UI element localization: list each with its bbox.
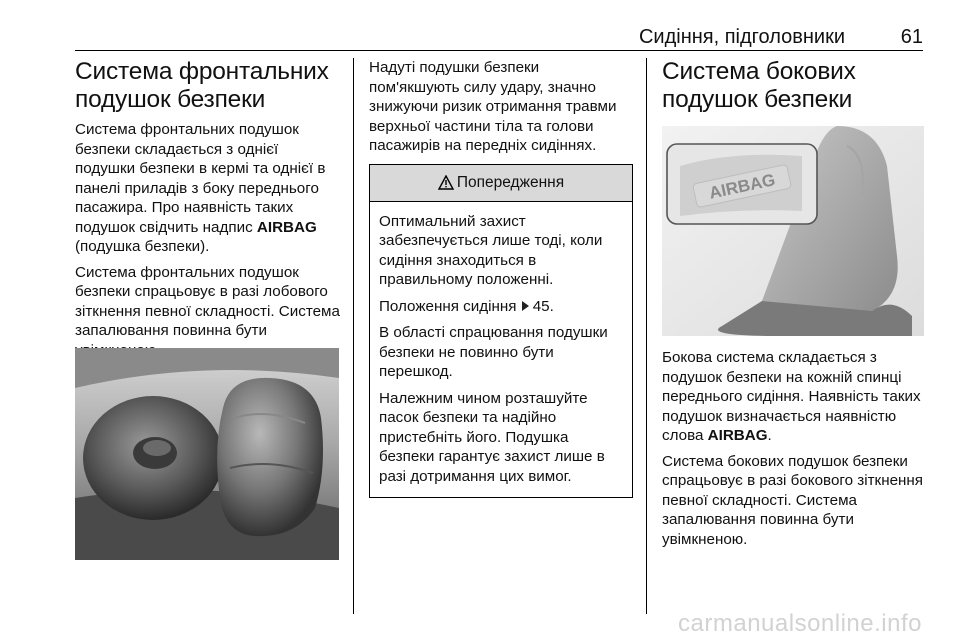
- warning-paragraph: В області спрацювання подушки безпеки не повинно бути перешкод.: [379, 324, 608, 380]
- side-airbag-section: [662, 58, 924, 120]
- airbag-keyword: AIRBAG: [256, 218, 317, 236]
- text-run: Система фронтальних подушок безпеки складається з однієї подушки безпеки в кермі та однієї в панелі приладів з боку переднього пасажира. Про наявність таких подушок свідчить надпис: [75, 121, 326, 236]
- watermark: carmanualsonline.info: [678, 610, 922, 637]
- warning-triangle-icon: [438, 175, 454, 190]
- section-title: Сидіння, підголовники: [638, 26, 845, 48]
- side-airbag-paragraph: [662, 348, 924, 446]
- front-airbags-photo: [75, 348, 339, 560]
- text-run: Бокова система складається з подушок безпеки на кожній спинці переднього сидіння. Наявність таких подушок визначається наявністю слова: [662, 349, 921, 444]
- seat-airbag-label-photo: [662, 126, 924, 336]
- warning-body: [370, 202, 632, 498]
- front-airbag-section: [75, 58, 340, 366]
- seat-airbag-label: AIRBAG: [707, 170, 777, 203]
- page-header: [75, 0, 923, 51]
- airbag-keyword: AIRBAG: [707, 427, 768, 444]
- side-airbag-heading: Система бокових подушок безпеки: [662, 58, 856, 113]
- text-run: (подушка безпеки).: [75, 238, 210, 255]
- side-airbag-activation-paragraph: Система бокових подушок безпеки спрацьовує в разі бокового зіткнення певної складності. Система запалювання повинна бути увімкненою.: [662, 452, 924, 548]
- warning-box: [369, 164, 633, 499]
- warning-paragraph: Належним чином розташуйте пасок безпеки та надійно пристебніть його. Подушка безпеки гарантує захист лише в разі дотримання цих вимог.: [379, 389, 605, 485]
- text-run: .: [549, 297, 554, 315]
- side-airbag-text: [662, 348, 924, 555]
- text-run: Положення сидіння: [379, 297, 521, 315]
- airbag-warning-section: [369, 58, 633, 498]
- warning-header: [370, 165, 632, 202]
- front-airbag-activation-paragraph: Система фронтальних подушок безпеки спрацьовує в разі лобового зіткнення певної складності. Система запалювання повинна бути: [75, 263, 340, 339]
- warning-title: Попередження: [456, 173, 565, 191]
- column-divider: [646, 58, 647, 614]
- seat-position-reference: [379, 297, 624, 317]
- warning-paragraph: Оптимальний захист забезпечується лише тоді, коли сидіння знаходиться в правильному положенні.: [379, 212, 603, 288]
- column-divider: [353, 58, 354, 614]
- page-reference-icon: [522, 301, 529, 311]
- page-number: 61: [900, 26, 923, 48]
- inflated-airbags-paragraph: Надуті подушки безпеки пом'якшують силу удару, значно знижуючи ризик отримання травми верхньої частини тіла та голови пасажирів на передніх сидіннях.: [369, 59, 617, 154]
- front-airbag-paragraph: [75, 120, 340, 257]
- text-run: .: [767, 427, 772, 444]
- front-airbag-heading: Система фронтальних подушок безпеки: [75, 58, 329, 113]
- page-reference-number[interactable]: 45: [532, 297, 550, 315]
